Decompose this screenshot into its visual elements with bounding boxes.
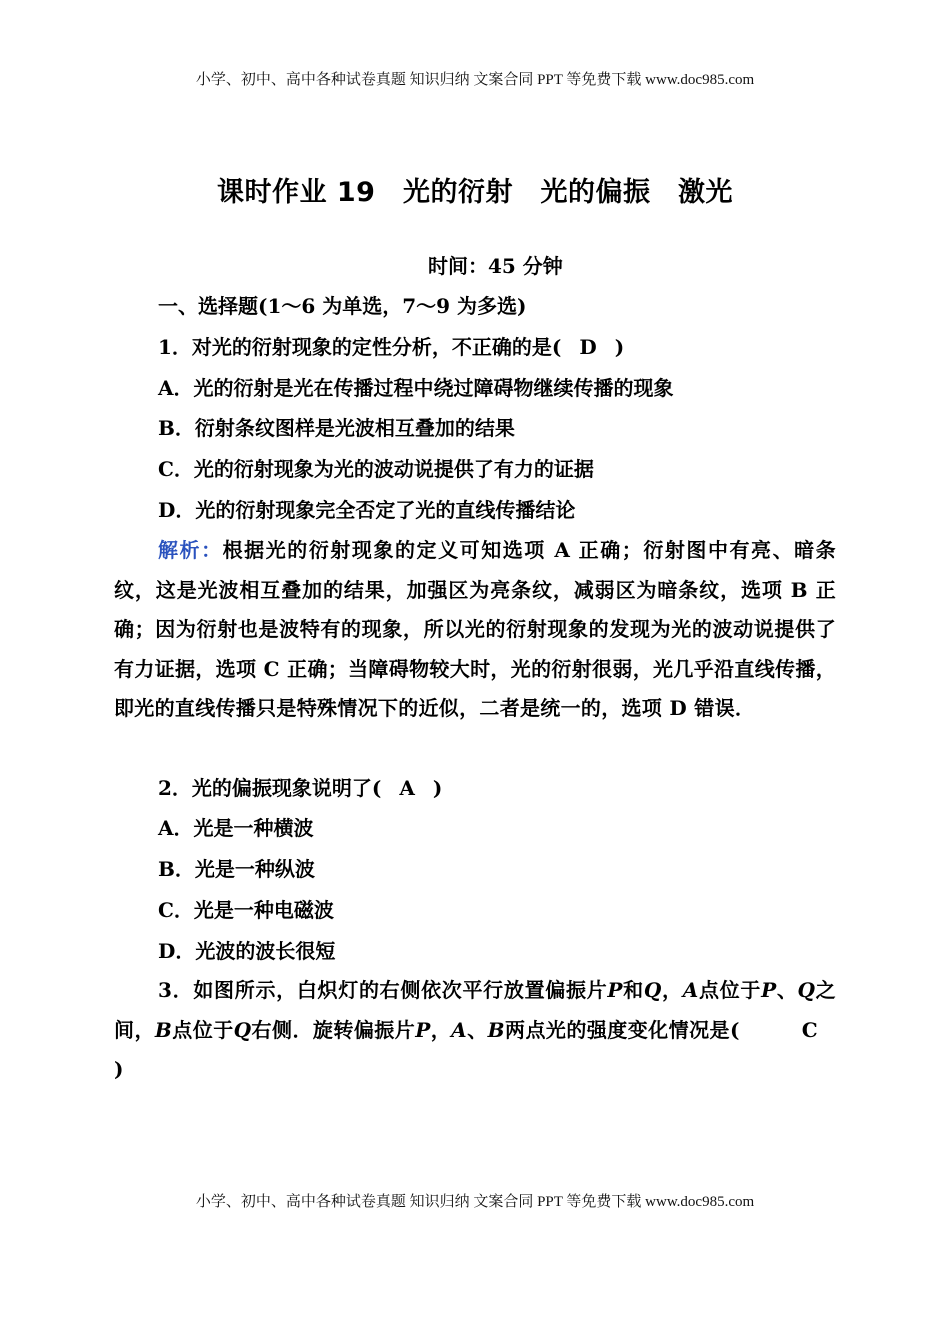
question-1-answer: D — [579, 335, 597, 359]
question-1-option-a: A．光的衍射是光在传播过程中绕过障碍物继续传播的现象 — [158, 376, 674, 400]
question-3-answer: C — [801, 1017, 818, 1042]
question-2-text: 2．光的偏振现象说明了( — [158, 776, 382, 800]
question-1-option-b: B．衍射条纹图样是光波相互叠加的结果 — [158, 416, 515, 440]
question-1-text: 1．对光的衍射现象的定性分析，不正确的是( — [158, 335, 562, 359]
question-3-stem: 3．如图所示，白炽灯的右侧依次平行放置偏振片P和Q，A点位于P、Q之间，B点位于Q右侧．旋转偏振片P，A、B两点光的强度变化情况是( C) — [114, 978, 836, 1081]
question-1-analysis — [114, 531, 836, 729]
time-limit: 时间：45 分钟 — [428, 254, 563, 278]
analysis-label: 解析： — [158, 538, 223, 562]
question-1-option-c: C．光的衍射现象为光的波动说提供了有力的证据 — [158, 457, 594, 481]
question-1-stem: 1．对光的衍射现象的定性分析，不正确的是( D ) — [158, 335, 625, 359]
section-heading: 一、选择题(1～6 为单选，7～9 为多选) — [158, 294, 527, 318]
question-2-option-b: B．光是一种纵波 — [158, 857, 315, 881]
question-2-option-c: C．光是一种电磁波 — [158, 898, 334, 922]
question-2-option-d: D．光波的波长很短 — [158, 939, 336, 963]
question-1-option-d: D．光的衍射现象完全否定了光的直线传播结论 — [158, 498, 576, 522]
analysis-text: 根据光的衍射现象的定义可知选项 A 正确；衍射图中有亮、暗条纹，这是光波相互叠加的结果，加强区为亮条纹，减弱区为暗条纹，选项 B 正确；因为衍射也是波特有的现象，所以光的衍射现象的发现为光的波动说提供了有力证据，选项 C 正确；当障碍物较大时，光的衍射很弱，光几乎沿直线传播，即光的直线传播只是特殊情况下的近似，二者是统一的，选项 D 错误． — [114, 538, 836, 720]
page-footer: 小学、初中、高中各种试卷真题 知识归纳 文案合同 PPT 等免费下载 www.doc985.com — [195, 1194, 755, 1210]
page-title: 课时作业 19 光的衍射 光的偏振 激光 — [217, 177, 733, 208]
page-header: 小学、初中、高中各种试卷真题 知识归纳 文案合同 PPT 等免费下载 www.doc985.com — [195, 72, 755, 88]
question-2-stem: 2．光的偏振现象说明了( A ) — [158, 776, 443, 800]
question-2-answer: A — [399, 776, 415, 800]
question-2-option-a: A．光是一种横波 — [158, 816, 314, 840]
